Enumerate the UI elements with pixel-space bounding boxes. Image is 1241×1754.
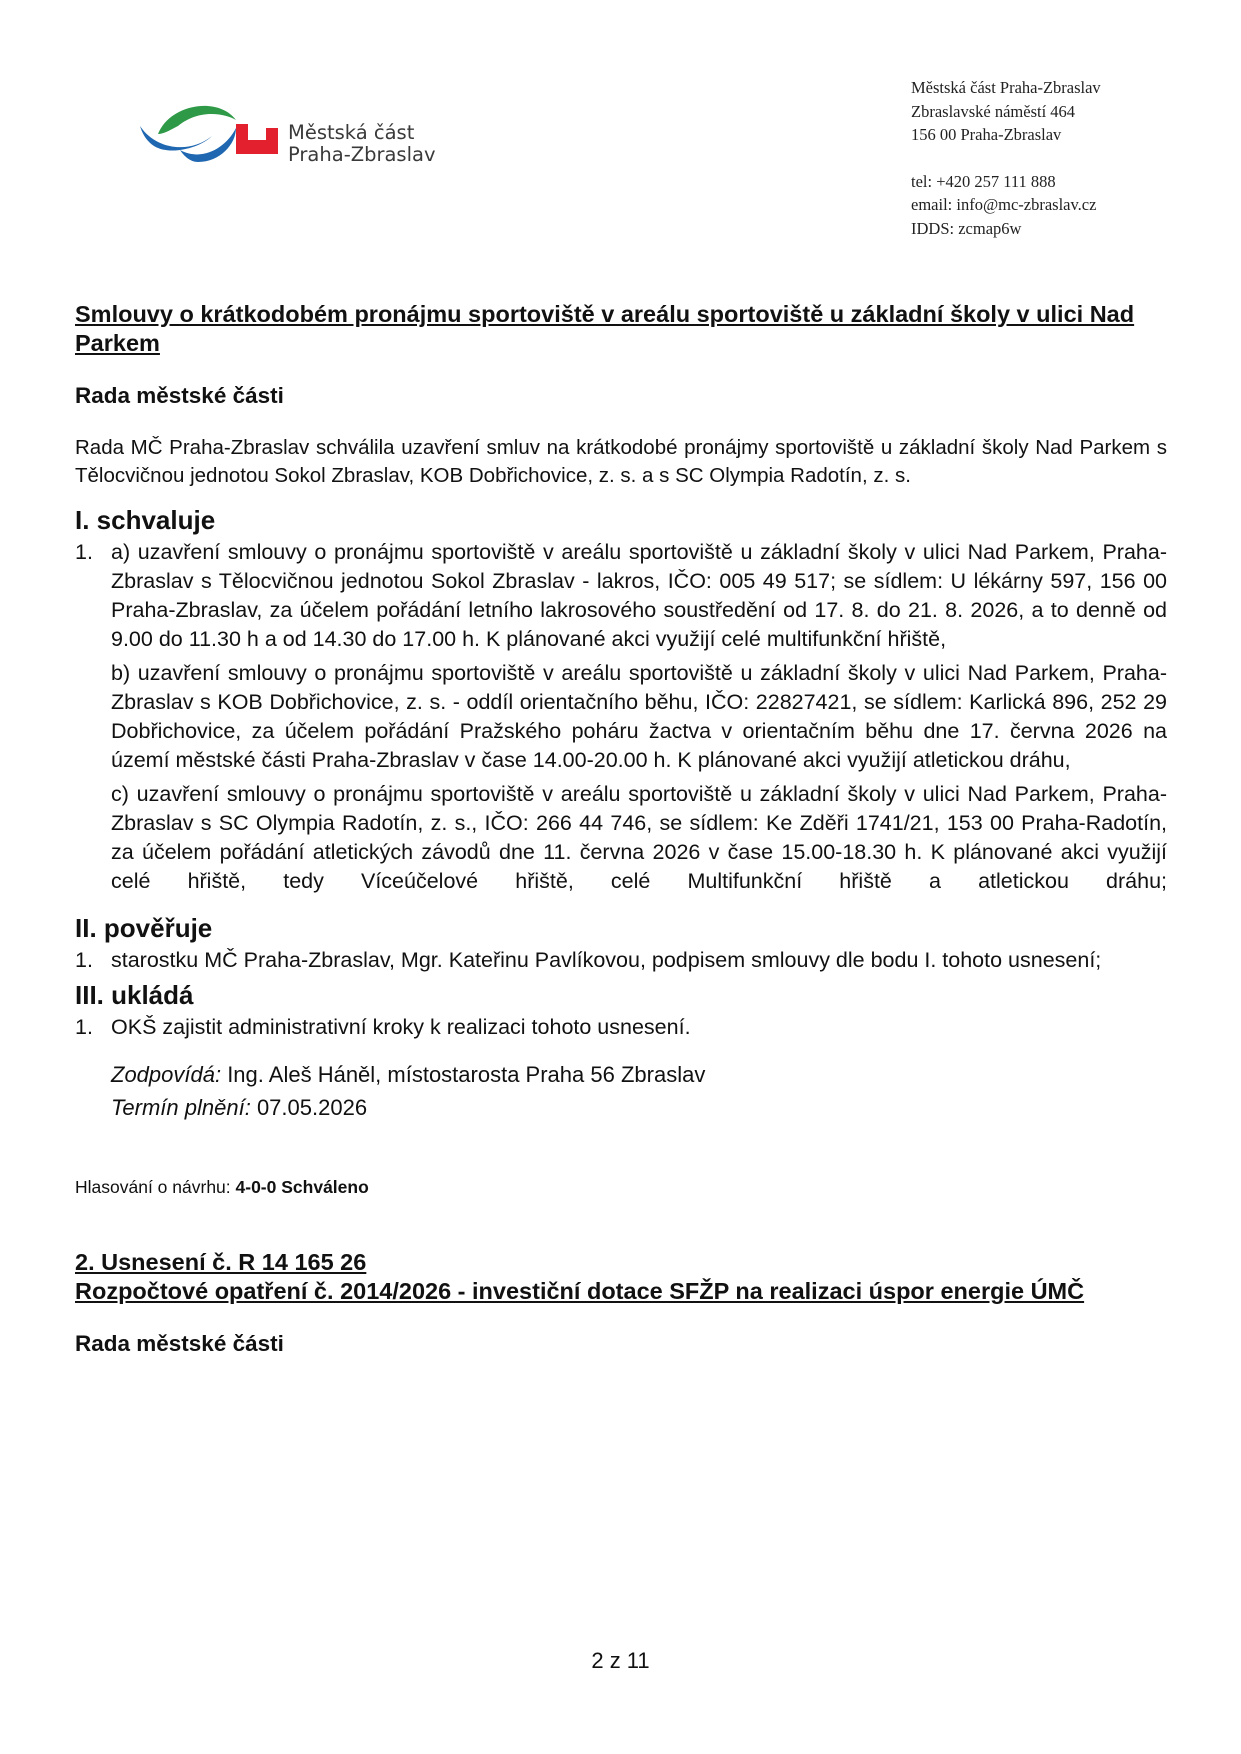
vote-label: Hlasování o návrhu: <box>75 1177 236 1197</box>
order-item <box>75 1013 1167 1042</box>
resolution-2-number: 2. Usnesení č. R 14 165 26 <box>75 1249 367 1275</box>
logo-text <box>288 122 436 166</box>
email-line: email: info@mc-zbraslav.cz <box>911 195 1097 214</box>
council-heading-2: Rada městské části <box>75 1331 284 1356</box>
section-orders-title: III. ukládá <box>75 980 194 1010</box>
resolution-2-title: Rozpočtové opatření č. 2014/2026 - investiční dotace SFŽP na realizaci úspor energie ÚMČ <box>75 1278 1085 1304</box>
main-content <box>75 300 1167 1358</box>
logo-emblem-icon <box>140 96 280 176</box>
item-number: 1. <box>75 540 93 564</box>
vote-result-line <box>75 1176 1167 1198</box>
deadline-label: Termín plnění: <box>111 1095 251 1120</box>
item-number: 1. <box>75 948 93 972</box>
item-text: OKŠ zajistit administrativní kroky k realizaci tohoto usnesení. <box>111 1015 691 1039</box>
approval-item-a <box>75 538 1167 654</box>
responsible-line <box>75 1058 1167 1091</box>
delegation-item <box>75 946 1167 975</box>
logo-line-2: Praha-Zbraslav <box>288 143 436 166</box>
item-text: c) uzavření smlouvy o pronájmu sportoviště v areálu sportoviště u základní školy v ulici Nad Parkem, Praha-Zbraslav s SC Olympia Radotín, z. s., IČO: 266 44 746, se sídlem: Ke Zděři 1741/21, 153 00 Praha-Radotín, za účelem pořádání atletických závodů dne 11. června 2026 v čase 15.00-18.30 h. K plánované akci využijí celé hřiště, tedy Víceúčelové hřiště, celé Multifunkční hřiště a atletickou dráhu; <box>111 782 1167 893</box>
vote-result: Schváleno <box>281 1177 369 1197</box>
council-heading: Rada městské části <box>75 383 284 408</box>
deadline-value: 07.05.2026 <box>250 1095 368 1120</box>
section-delegates-title: II. pověřuje <box>75 913 213 943</box>
responsible-value: Ing. Aleš Háněl, místostarosta Praha 56 Zbraslav <box>221 1062 706 1087</box>
address-line-3: 156 00 Praha-Zbraslav <box>911 125 1062 144</box>
item-text: a) uzavření smlouvy o pronájmu sportoviště v areálu sportoviště u základní školy v ulici Nad Parkem, Praha-Zbraslav s Tělocvičnou jednotou Sokol Zbraslav - lakros, IČO: 005 49 517; se sídlem: U lékárny 597, 156 00 Praha-Zbraslav, za účelem pořádání letního lakrosového soustředění od 17. 8. do 21. 8. 2026, a to denně od 9.00 do 11.30 h a od 14.30 do 17.00 h. K plánované akci využijí celé multifunkční hřiště, <box>111 540 1167 651</box>
item-number: 1. <box>75 1015 93 1039</box>
logo-line-1: Městská část <box>288 121 415 144</box>
phone-line: tel: +420 257 111 888 <box>911 171 1056 191</box>
vote-count: 4-0-0 <box>235 1177 277 1197</box>
page-number: 2 z 11 <box>591 1648 650 1673</box>
approval-item-b <box>75 659 1167 775</box>
address-line-2: Zbraslavské náměstí 464 <box>911 101 1076 121</box>
approval-item-c <box>75 780 1167 896</box>
responsible-label: Zodpovídá: <box>111 1062 222 1087</box>
item-text: starostku MČ Praha-Zbraslav, Mgr. Kateřinu Pavlíkovou, podpisem smlouvy dle bodu I. tohoto usnesení; <box>111 948 1102 972</box>
municipality-logo <box>140 96 440 176</box>
idds-line: IDDS: zcmap6w <box>911 218 1022 238</box>
resolution-title: Smlouvy o krátkodobém pronájmu sportoviště v areálu sportoviště u základní školy v ulici Nad Parkem <box>75 301 1135 356</box>
contact-address-block <box>911 76 1101 240</box>
intro-paragraph: Rada MČ Praha-Zbraslav schválila uzavření smluv na krátkodobé pronájmy sportoviště u základní školy Nad Parkem s Tělocvičnou jednotou Sokol Zbraslav, KOB Dobřichovice, z. s. a s SC Olympia Radotín, z. s. <box>75 436 1167 487</box>
address-line-1: Městská část Praha-Zbraslav <box>911 78 1101 97</box>
deadline-line <box>75 1091 1167 1124</box>
section-approves-title: I. schvaluje <box>75 505 216 535</box>
item-text: b) uzavření smlouvy o pronájmu sportoviště v areálu sportoviště u základní školy v ulici Nad Parkem, Praha-Zbraslav s KOB Dobřichovice, z. s. - oddíl orientačního běhu, IČO: 22827421, se sídlem: Karlická 896, 252 29 Dobřichovice, za účelem pořádání Pražského poháru žactva v orientačním běhu dne 17. června 2026 na území městské části Praha-Zbraslav v čase 14.00-20.00 h. K plánované akci využijí atletickou dráhu, <box>111 661 1167 772</box>
